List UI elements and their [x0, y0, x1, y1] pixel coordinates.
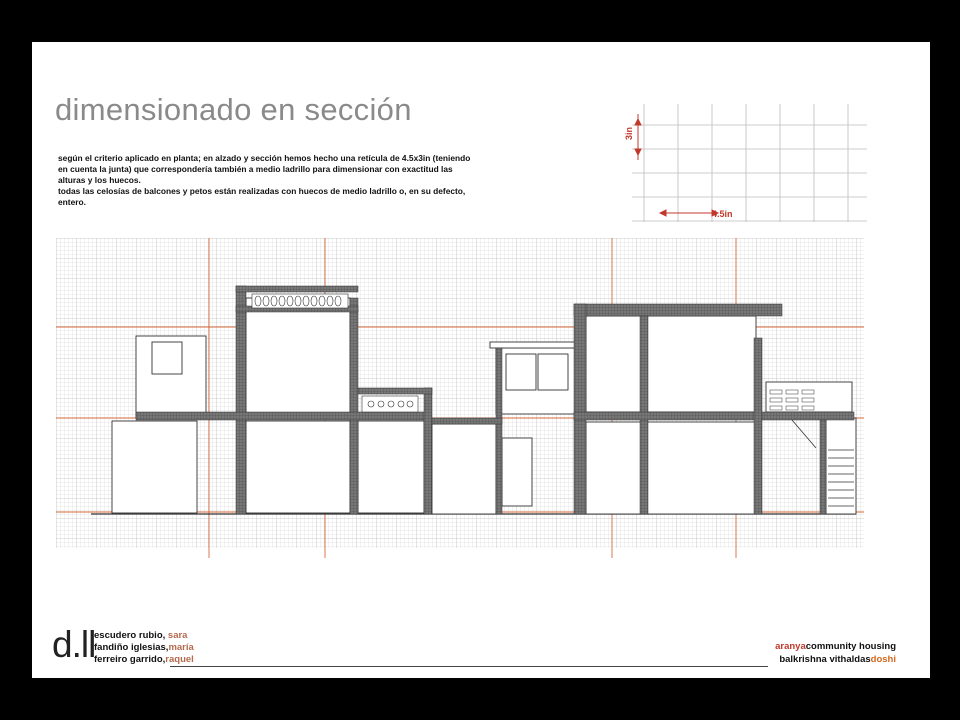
- legend-dimension-vertical: [635, 114, 641, 160]
- author-last-name: ferreiro garrido,: [94, 654, 166, 665]
- legend-grid: [632, 104, 867, 222]
- balcony-lattice: [362, 396, 418, 412]
- author-first-name: raquel: [165, 654, 194, 665]
- author-last-name: fandiño iglesias,: [94, 642, 169, 653]
- author-row: [94, 642, 194, 654]
- project-name: community housing: [805, 641, 896, 652]
- legend-vertical-label: 3in: [624, 126, 634, 140]
- legend-horizontal-label: 4.5in: [712, 209, 733, 219]
- building-section: [56, 238, 864, 558]
- project-line-1: [775, 640, 896, 653]
- description: [58, 153, 478, 208]
- footer-rule: [170, 666, 768, 667]
- slide: [32, 42, 930, 678]
- author-row: [94, 630, 194, 642]
- logo: d.ll: [52, 624, 96, 665]
- roof-lattice: [252, 294, 348, 308]
- project-info: [775, 640, 896, 666]
- project-line-2: [775, 653, 896, 666]
- description-paragraph: todas las celosías de balcones y petos están realizadas con huecos de medio ladrillo o, en su defecto, entero.: [58, 186, 466, 207]
- author-first-name: sara: [167, 630, 188, 641]
- description-paragraph: según el criterio aplicado en planta; en alzado y sección hemos hecho una retícula de 4.5x3in (teniendo en cuenta la junta) que correspondería también a medio ladrillo para dimensionar con exactitud las alturas y los huecos.: [58, 153, 471, 185]
- page-title: dimensionado en sección: [55, 92, 412, 127]
- legend-dimension-horizontal: [660, 210, 718, 216]
- project-name-accent: aranya: [775, 641, 806, 652]
- authors: [94, 630, 194, 666]
- right-balcony-lattice: [770, 390, 814, 410]
- author-last-name: escudero rubio,: [94, 630, 166, 641]
- grid-legend: [592, 104, 902, 224]
- architect-name: balkrishna vithaldas: [779, 654, 871, 665]
- author-first-name: maría: [168, 642, 194, 653]
- architect-name-accent: doshi: [870, 654, 896, 665]
- author-row: [94, 654, 194, 666]
